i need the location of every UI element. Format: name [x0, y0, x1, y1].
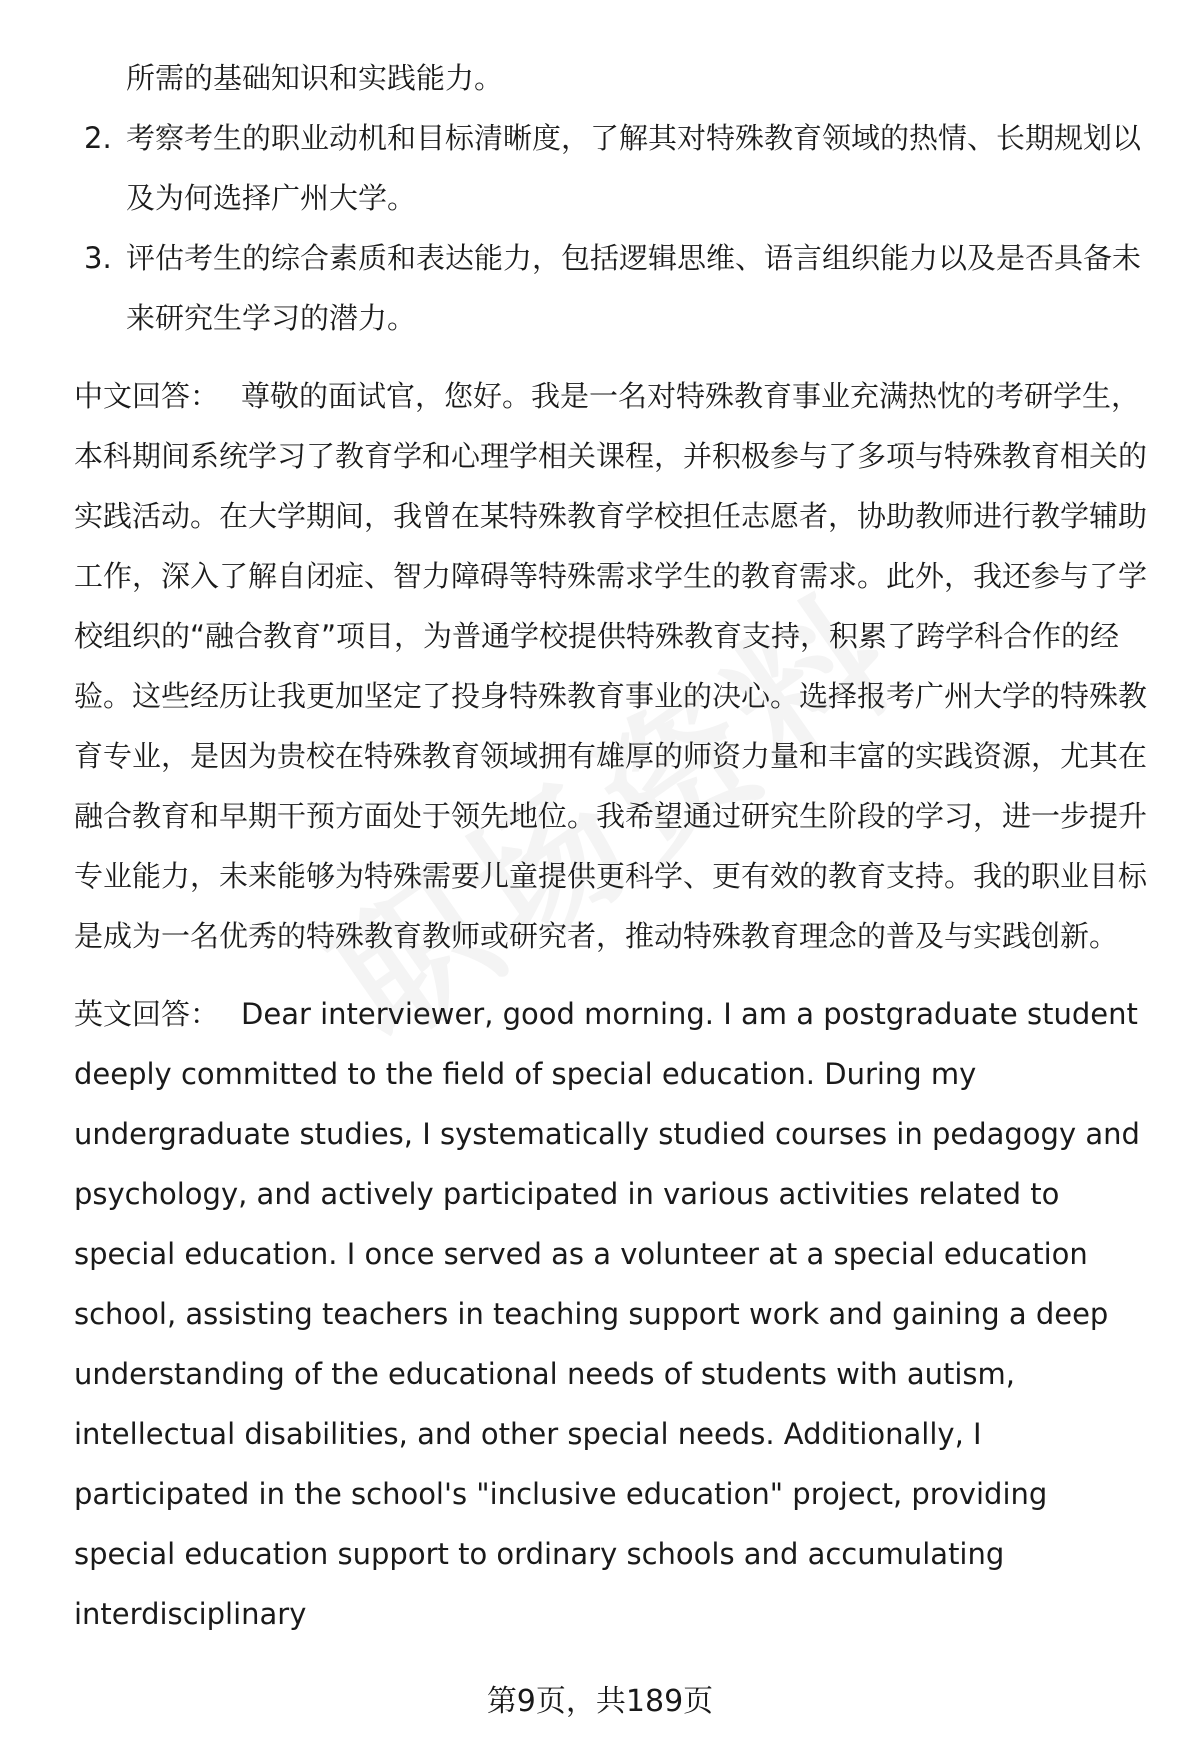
page-content: [74, 48, 1149, 1644]
list-item: [74, 228, 1149, 348]
list-item-text: 考察考生的职业动机和目标清晰度，了解其对特殊教育领域的热情、长期规划以及为何选择广州大学。: [126, 121, 1142, 215]
page-number-footer: 第9页，共189页: [486, 1684, 714, 1719]
chinese-answer-text: 尊敬的面试官，您好。我是一名对特殊教育事业充满热忱的考研学生，本科期间系统学习了教育学和心理学相关课程，并积极参与了多项与特殊教育相关的实践活动。在大学期间，我曾在某特殊教育学校担任志愿者，协助教师进行教学辅助工作，深入了解自闭症、智力障碍等特殊需求学生的教育需求。此外，我还参与了学校组织的“融合教育”项目，为普通学校提供特殊教育支持，积累了跨学科合作的经验。这些经历让我更加坚定了投身特殊教育事业的决心。选择报考广州大学的特殊教育专业，是因为贵校在特殊教育领域拥有雄厚的师资力量和丰富的实践资源，尤其在融合教育和早期干预方面处于领先地位。我希望通过研究生阶段的学习，进一步提升专业能力，未来能够为特殊需要儿童提供更科学、更有效的教育支持。我的职业目标是成为一名优秀的特殊教育教师或研究者，推动特殊教育理念的普及与实践创新。: [74, 379, 1148, 953]
english-answer-label: 英文回答：: [74, 997, 220, 1031]
english-answer-paragraph: [74, 984, 1149, 1644]
list-item-text: 评估考生的综合素质和表达能力，包括逻辑思维、语言组织能力以及是否具备未来研究生学习的潜力。: [126, 241, 1142, 335]
list-item-number: 2.: [84, 121, 112, 155]
list-item-number: 3.: [84, 241, 112, 275]
numbered-list: [74, 108, 1149, 348]
chinese-answer-label: 中文回答：: [74, 379, 220, 413]
english-answer-text: Dear interviewer, good morning. I am a postgraduate student deeply committed to the field of special education. During my undergraduate studies, I systematically studied courses in pedagogy and psychology, and actively participated in various activities related to special education. I once served as a volunteer at a special education school, assisting teachers in teaching support work and gaining a deep understanding of the educational needs of students with autism, intellectual disabilities, and other special needs. Additionally, I participated in the school's "inclusive education" project, providing special education support to ordinary schools and accumulating interdisciplinary: [74, 997, 1140, 1631]
list-item-continuation: 所需的基础知识和实践能力。: [126, 61, 504, 95]
chinese-answer-paragraph: [74, 366, 1149, 966]
list-item: [74, 108, 1149, 228]
